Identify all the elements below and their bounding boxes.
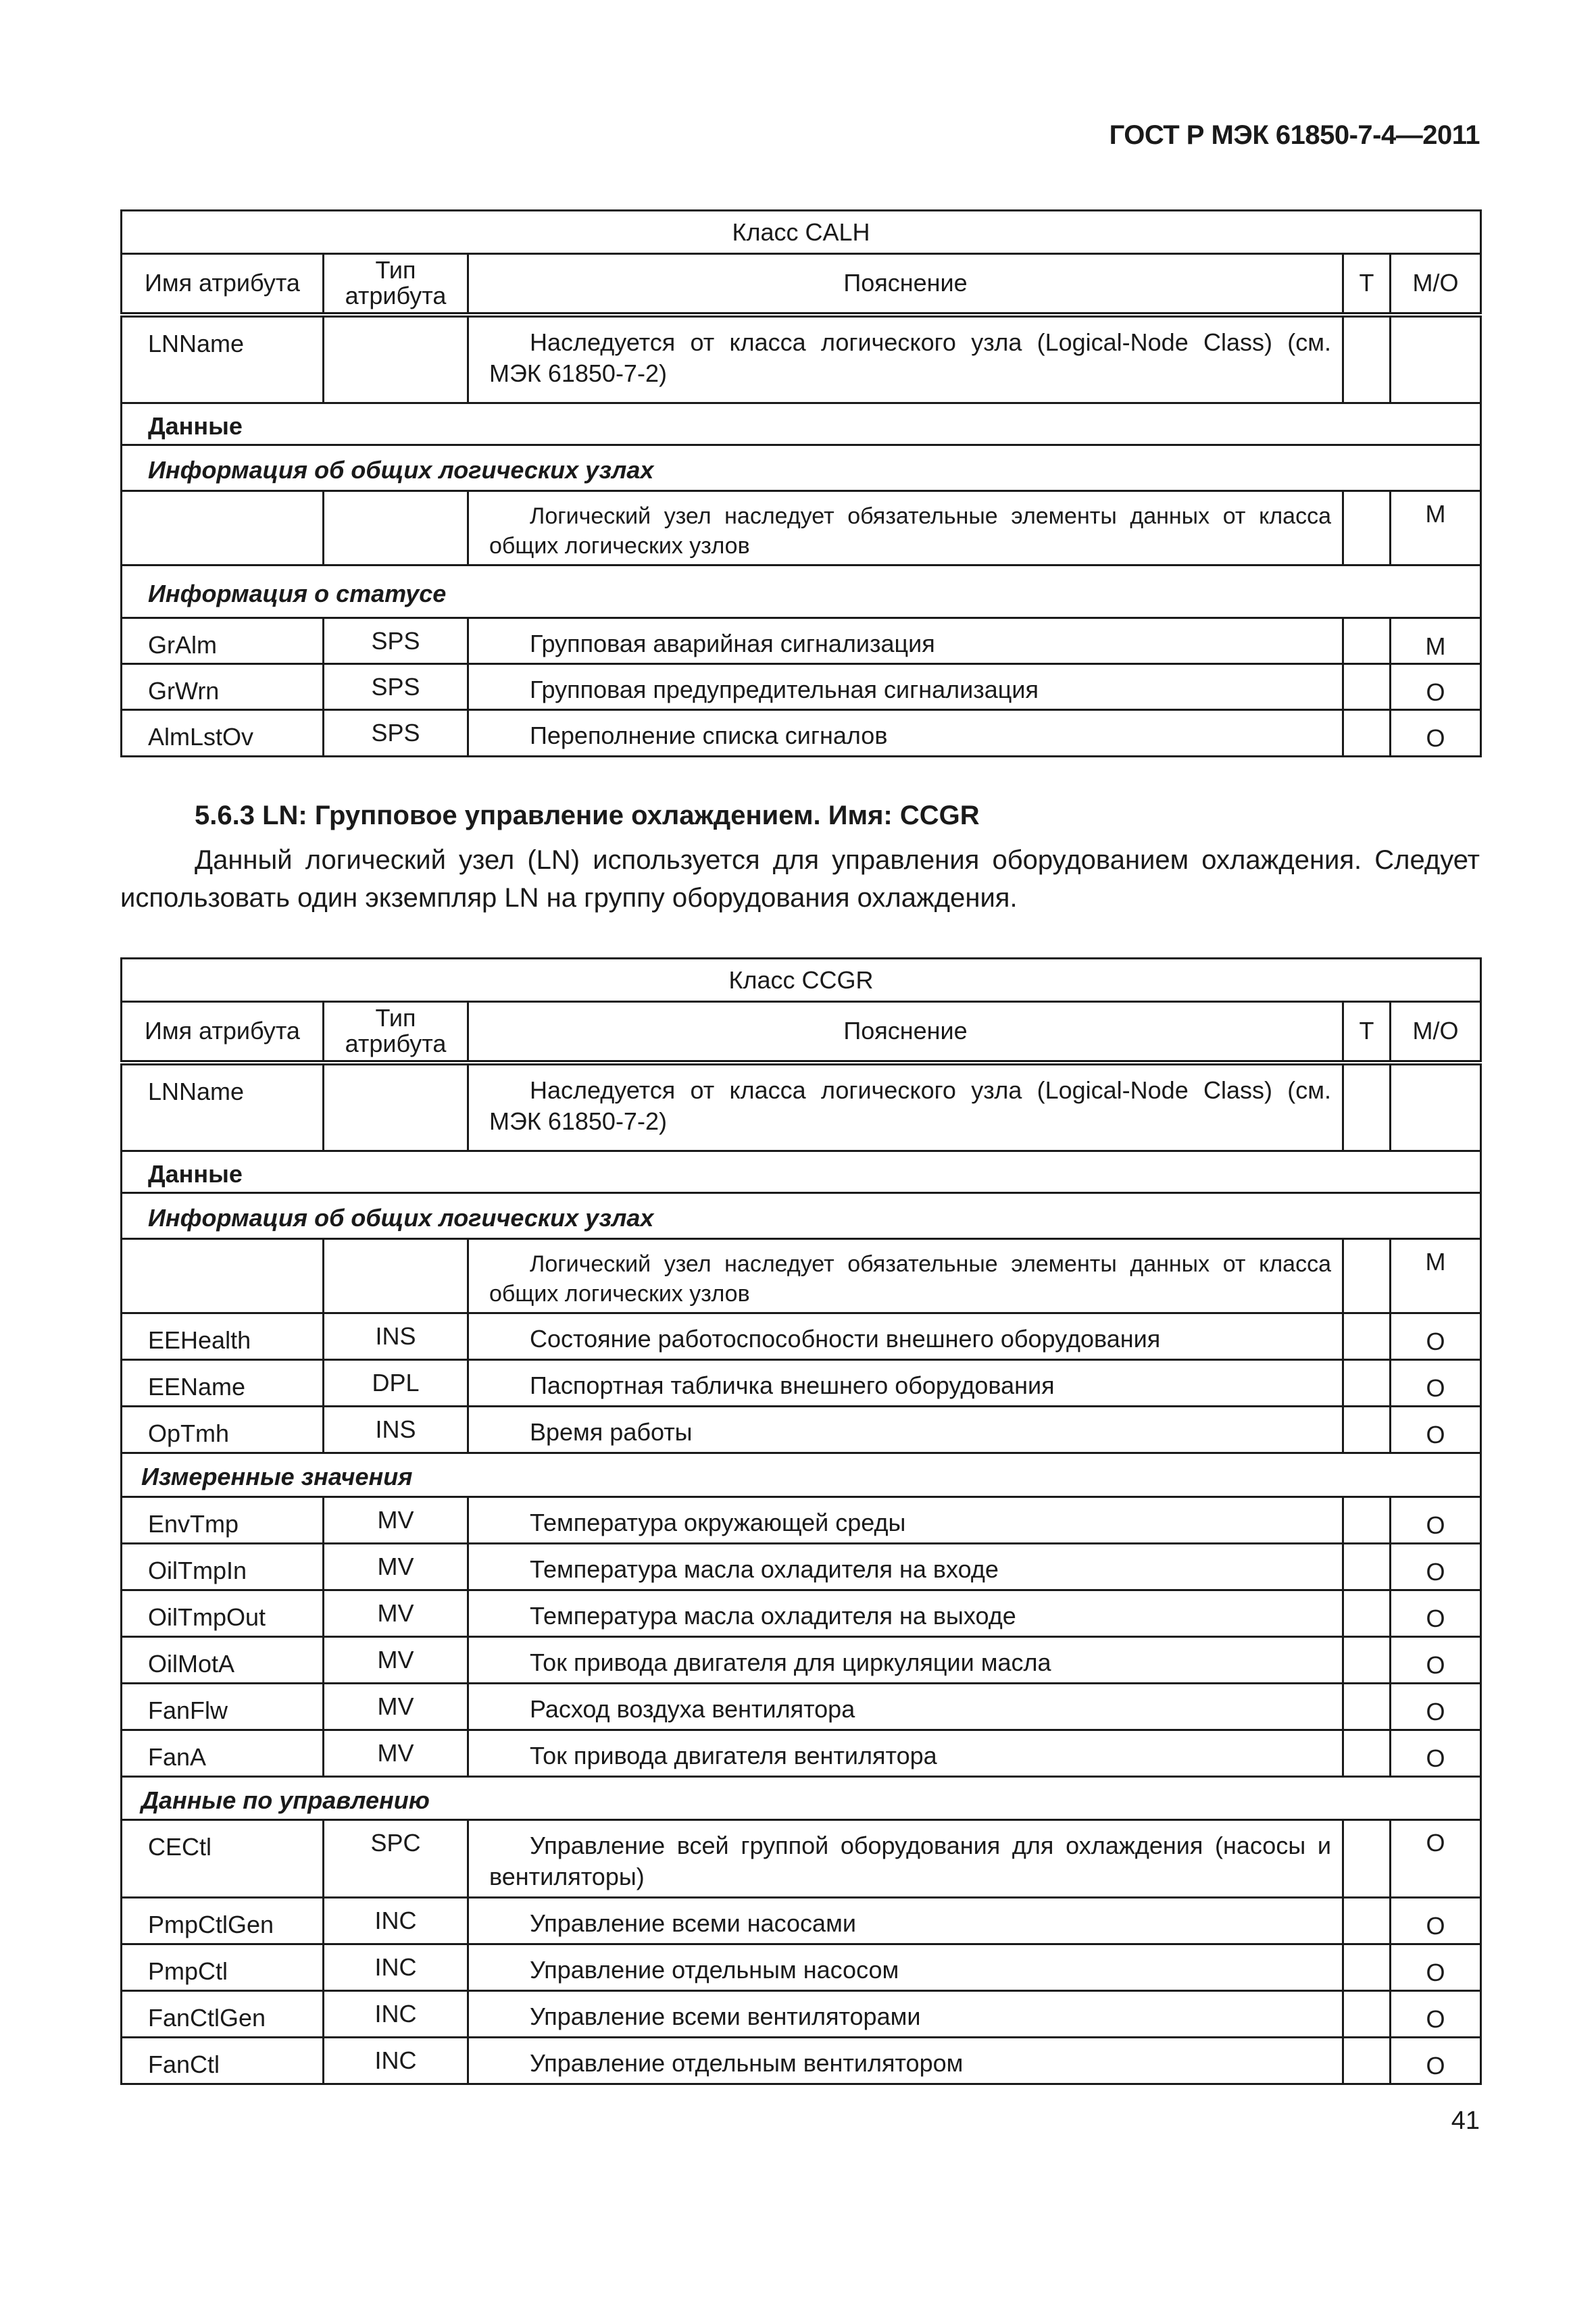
- table-class-title: Класс CALH: [122, 211, 1481, 254]
- col-header-name: Имя атрибута: [122, 1002, 324, 1063]
- table-row: OilTmpOut MV Температура масла охладителя на выходе O: [122, 1590, 1481, 1637]
- col-header-desc: Пояснение: [468, 1002, 1343, 1063]
- table-row: FanA MV Ток привода двигателя вентилятора O: [122, 1730, 1481, 1777]
- section-paragraph: Данный логический узел (LN) используется для управления оборудованием охлаждения. Следует использовать один экземпляр LN на группу оборудования охлаждения.: [120, 845, 1480, 913]
- table-row: EEName DPL Паспортная табличка внешнего оборудования O: [122, 1360, 1481, 1407]
- table-row: OpTmh INS Время работы O: [122, 1407, 1481, 1453]
- section-label: Информация о статусе: [122, 565, 1481, 618]
- table-row: AlmLstOv SPS Переполнение списка сигналов O: [122, 710, 1481, 757]
- table-row: EEHealth INS Состояние работоспособности внешнего оборудования O: [122, 1313, 1481, 1360]
- section-label: Данные: [122, 1151, 1481, 1193]
- document-code: ГОСТ Р МЭК 61850-7-4—2011: [1109, 120, 1480, 150]
- table-row: OilTmpIn MV Температура масла охладителя на входе O: [122, 1544, 1481, 1590]
- attr-desc: Логический узел наследует обязательные элементы данных от класса общих логических узлов: [468, 491, 1343, 565]
- section-label: Данные: [122, 403, 1481, 445]
- table-class-title: Класс CCGR: [122, 959, 1481, 1002]
- table-row: FanCtl INC Управление отдельным вентилятором O: [122, 2038, 1481, 2084]
- attr-name: LNName: [122, 315, 324, 403]
- table-row: OilMotA MV Ток привода двигателя для циркуляции масла O: [122, 1637, 1481, 1684]
- table-row: [122, 491, 1481, 565]
- table-row: GrAlm SPS Групповая аварийная сигнализация M: [122, 618, 1481, 664]
- table-row: GrWrn SPS Групповая предупредительная сигнализация O: [122, 664, 1481, 710]
- col-header-mo: M/O: [1391, 254, 1481, 315]
- attr-mo: M: [1391, 491, 1481, 565]
- col-header-name: Имя атрибута: [122, 254, 324, 315]
- col-header-t: T: [1343, 254, 1391, 315]
- attr-desc: Наследуется от класса логического узла (Logical-Node Class) (см. МЭК 61850-7-2): [468, 315, 1343, 403]
- page-number: 41: [1451, 2107, 1480, 2135]
- section-heading: 5.6.3 LN: Групповое управление охлаждением. Имя: CCGR: [195, 801, 980, 830]
- col-header-mo: M/O: [1391, 1002, 1481, 1063]
- col-header-t: T: [1343, 1002, 1391, 1063]
- section-label: Информация об общих логических узлах: [122, 445, 1481, 491]
- table-row: FanCtlGen INC Управление всеми вентиляторами O: [122, 1991, 1481, 2038]
- calh-table: [120, 209, 1482, 757]
- section-label: Данные по управлению: [122, 1777, 1481, 1820]
- table-row: FanFlw MV Расход воздуха вентилятора O: [122, 1684, 1481, 1730]
- ccgr-table: [120, 957, 1482, 2085]
- col-header-type: Тип атрибута: [324, 254, 468, 315]
- col-header-desc: Пояснение: [468, 254, 1343, 315]
- table-row: LNName Наследуется от класса логического узла (Logical-Node Class) (см. МЭК 61850-7-2): [122, 1063, 1481, 1151]
- table-row: CECtl SPC Управление всей группой оборудования для охлаждения (насосы и вентиляторы) O: [122, 1820, 1481, 1898]
- section-label: Измеренные значения: [122, 1453, 1481, 1497]
- table-row: PmpCtlGen INC Управление всеми насосами O: [122, 1898, 1481, 1944]
- table-row: Логический узел наследует обязательные элементы данных от класса общих логических узлов M: [122, 1239, 1481, 1313]
- section-label: Информация об общих логических узлах: [122, 1193, 1481, 1239]
- col-header-type: Тип атрибута: [324, 1002, 468, 1063]
- table-row: [122, 315, 1481, 403]
- table-row: PmpCtl INC Управление отдельным насосом O: [122, 1944, 1481, 1991]
- table-row: EnvTmp MV Температура окружающей среды O: [122, 1497, 1481, 1544]
